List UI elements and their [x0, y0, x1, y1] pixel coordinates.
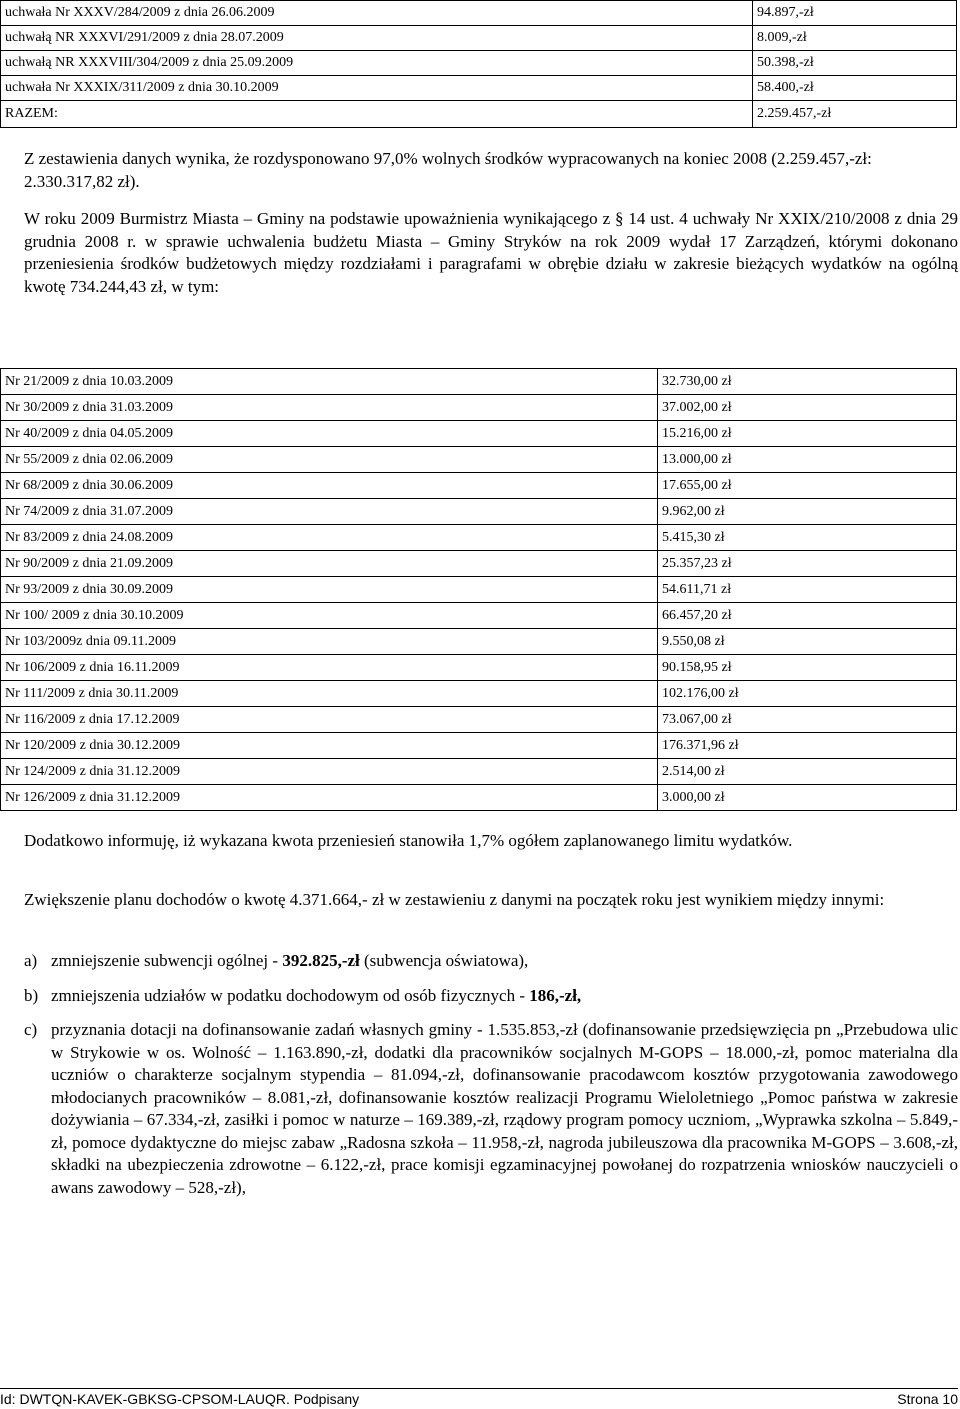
list-text: przyznania dotacji na dofinansowanie zadań własnych gminy - 1.535.853,-zł (dofinansowanie przedsięwzięcia pn „Przebudowa ulic w Strykowie w os. Wolność – 1.163.890,-zł, dodatki dla pracowników socjalnych M-GOPS – 18.000,-zł, pomoc materialna dla uczniów o charakterze socjalnym stypendia – 81.094,-zł, dofinansowanie pracodawcom kosztów przygotowania zawodowego młodocianych pracowników – 8.081,-zł, dofinansowanie kosztów realizacji Programu Wieloletniego „Pomoc państwa w zakresie dożywiania – 67.334,-zł, zasiłki i pomoc w naturze – 169.389,-zł, rządowy program pomocy uczniom, „Wyprawka szkolna – 5.849,-zł, pomoce dydaktyczne do miejsc zabaw „Radosna szkoła – 11.958,-zł, nagroda jubileuszowa dla pracownika M-GOPS – 3.608,-zł, składki na ubezpieczenia zdrowotne – 6.122,-zł, prace komisji egzaminacyjnej powołanej do rozpatrzenia wniosków nauczycieli o awans zawodowy – 528,-zł),: [51, 1020, 958, 1197]
decree-label: Nr 106/2009 z dnia 16.11.2009: [1, 655, 658, 681]
list-marker: a): [24, 951, 38, 970]
table-row: [1, 525, 957, 551]
table-row: [1, 421, 957, 447]
decree-label: Nr 93/2009 z dnia 30.09.2009: [1, 577, 658, 603]
decree-amount: 2.514,00 zł: [658, 759, 957, 785]
list-text: zmniejszenie subwencji ogólnej -: [51, 951, 283, 970]
list-text: zmniejszenia udziałów w podatku dochodowym od osób fizycznych -: [51, 986, 530, 1005]
list-bold-amount: 186,-zł,: [529, 986, 582, 1005]
decree-amount: 73.067,00 zł: [658, 707, 957, 733]
resolutions-table: [0, 0, 957, 128]
table-row: [1, 395, 957, 421]
decree-label: Nr 126/2009 z dnia 31.12.2009: [1, 785, 658, 811]
table-row: [1, 603, 957, 629]
resolution-label: uchwała Nr XXXV/284/2009 z dnia 26.06.2009: [1, 1, 753, 26]
resolution-amount: 94.897,-zł: [753, 1, 957, 26]
table-row: [1, 759, 957, 785]
list-bold-amount: 392.825,-zł: [282, 951, 360, 970]
table-row: [1, 369, 957, 395]
resolution-label: uchwałą NR XXXVI/291/2009 z dnia 28.07.2009: [1, 26, 753, 51]
decree-amount: 176.371,96 zł: [658, 733, 957, 759]
mayor-paragraph: W roku 2009 Burmistrz Miasta – Gminy na podstawie upoważnienia wynikającego z § 14 ust. 4 uchwały Nr XXIX/210/2008 z dnia 29 grudnia 2008 r. w sprawie uchwalenia budżetu Miasta – Gminy Stryków na rok 2009 wydał 17 Zarządzeń, którymi dokonano przeniesienia środków budżetowych między rozdziałami i paragrafami w obrębie działu w zakresie bieżących wydatków na ogólną kwotę 734.244,43 zł, w tym:: [24, 209, 958, 296]
decree-label: Nr 111/2009 z dnia 30.11.2009: [1, 681, 658, 707]
decree-label: Nr 83/2009 z dnia 24.08.2009: [1, 525, 658, 551]
decree-label: Nr 74/2009 z dnia 31.07.2009: [1, 499, 658, 525]
decree-amount: 5.415,30 zł: [658, 525, 957, 551]
decree-amount: 13.000,00 zł: [658, 447, 957, 473]
table-row: [1, 51, 957, 76]
decree-label: Nr 40/2009 z dnia 04.05.2009: [1, 421, 658, 447]
document-id: Id: DWTQN-KAVEK-GBKSG-CPSOM-LAUQR. Podpisany: [0, 1391, 360, 1407]
table-row: [1, 629, 957, 655]
table-row: [1, 473, 957, 499]
decree-label: Nr 103/2009z dnia 09.11.2009: [1, 629, 658, 655]
decree-label: Nr 30/2009 z dnia 31.03.2009: [1, 395, 658, 421]
list-rest: (subwencja oświatowa),: [359, 951, 529, 970]
table-row: [1, 681, 957, 707]
table-row: [1, 707, 957, 733]
total-amount: 2.259.457,-zł: [753, 101, 957, 128]
resolution-amount: 58.400,-zł: [753, 76, 957, 101]
decree-amount: 54.611,71 zł: [658, 577, 957, 603]
decree-label: Nr 100/ 2009 z dnia 30.10.2009: [1, 603, 658, 629]
decree-label: Nr 116/2009 z dnia 17.12.2009: [1, 707, 658, 733]
decree-label: Nr 55/2009 z dnia 02.06.2009: [1, 447, 658, 473]
decree-amount: 102.176,00 zł: [658, 681, 957, 707]
table-row: [1, 577, 957, 603]
decree-amount: 25.357,23 zł: [658, 551, 957, 577]
page-footer: [0, 1388, 958, 1409]
table-row: [1, 26, 957, 51]
decree-amount: 3.000,00 zł: [658, 785, 957, 811]
resolution-label: uchwała Nr XXXIX/311/2009 z dnia 30.10.2009: [1, 76, 753, 101]
table-row: [1, 655, 957, 681]
summary-paragraph: Z zestawienia danych wynika, że rozdysponowano 97,0% wolnych środków wypracowanych na koniec 2008 (2.259.457,-zł: 2.330.317,82 zł).: [24, 149, 872, 191]
page-number: Strona 10: [897, 1391, 958, 1407]
decree-amount: 66.457,20 zł: [658, 603, 957, 629]
list-marker: c): [24, 1020, 38, 1039]
decree-amount: 37.002,00 zł: [658, 395, 957, 421]
decree-amount: 9.962,00 zł: [658, 499, 957, 525]
table-row: [1, 499, 957, 525]
total-label: RAZEM:: [1, 101, 753, 128]
income-paragraph: Zwiększenie planu dochodów o kwotę 4.371.664,- zł w zestawieniu z danymi na początek roku jest wynikiem między innymi:: [24, 890, 885, 909]
decree-amount: 15.216,00 zł: [658, 421, 957, 447]
total-row: [1, 101, 957, 128]
decree-label: Nr 124/2009 z dnia 31.12.2009: [1, 759, 658, 785]
decree-label: Nr 120/2009 z dnia 30.12.2009: [1, 733, 658, 759]
table-row: [1, 733, 957, 759]
table-row: [1, 1, 957, 26]
decree-amount: 32.730,00 zł: [658, 369, 957, 395]
decree-amount: 90.158,95 zł: [658, 655, 957, 681]
resolution-amount: 8.009,-zł: [753, 26, 957, 51]
decree-amount: 17.655,00 zł: [658, 473, 957, 499]
list-marker: b): [24, 986, 39, 1005]
resolution-amount: 50.398,-zł: [753, 51, 957, 76]
table-row: [1, 551, 957, 577]
table-row: [1, 76, 957, 101]
decree-label: Nr 21/2009 z dnia 10.03.2009: [1, 369, 658, 395]
decrees-table: [0, 368, 957, 811]
info-paragraph: Dodatkowo informuję, iż wykazana kwota przeniesień stanowiła 1,7% ogółem zaplanowanego limitu wydatków.: [24, 831, 793, 850]
table-row: [1, 785, 957, 811]
table-row: [1, 447, 957, 473]
decree-amount: 9.550,08 zł: [658, 629, 957, 655]
decree-label: Nr 68/2009 z dnia 30.06.2009: [1, 473, 658, 499]
decree-label: Nr 90/2009 z dnia 21.09.2009: [1, 551, 658, 577]
resolution-label: uchwałą NR XXXVIII/304/2009 z dnia 25.09.2009: [1, 51, 753, 76]
